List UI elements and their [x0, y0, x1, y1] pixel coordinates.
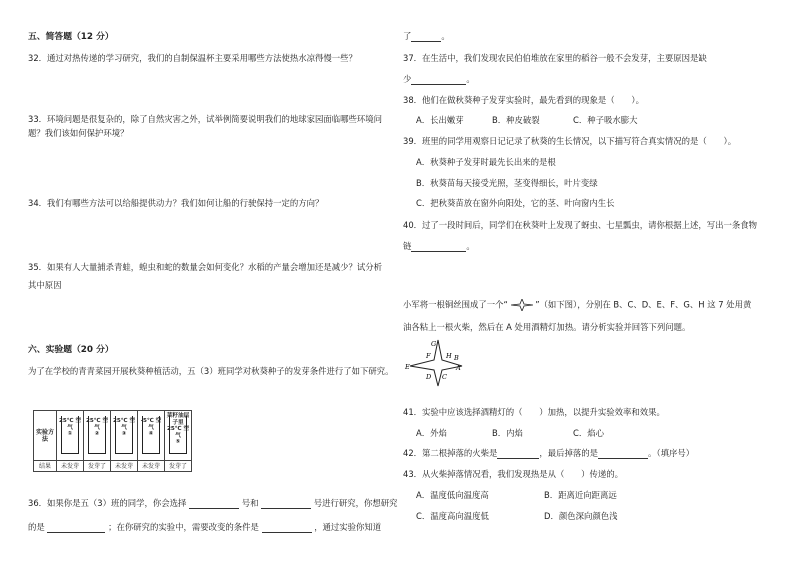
- q36-text-f: ，通过实验你知道: [314, 522, 382, 532]
- answer-blank[interactable]: [497, 449, 539, 459]
- question-37-line1: 37．在生活中，我们发现农民伯伯堆放在家里的稻谷一般不会发芽，主要原因是缺: [403, 53, 707, 63]
- cup-2: [84, 411, 111, 461]
- answer-blank[interactable]: [262, 523, 312, 533]
- star-label-b: B: [454, 354, 459, 362]
- question-36-line1: [28, 498, 398, 509]
- star-label-e: E: [405, 363, 410, 371]
- result-1: 未发芽: [57, 461, 84, 472]
- q36-text-c: 号进行研究，你想研究: [313, 498, 398, 508]
- q41-option-a[interactable]: A．外焰: [416, 428, 447, 438]
- q37-text: 少: [403, 74, 412, 84]
- answer-blank[interactable]: [189, 499, 239, 509]
- continuation-line: 了 。: [403, 31, 450, 41]
- cup-label: 25℃ 空气: [58, 418, 82, 431]
- q39-option-b[interactable]: B．秋葵苗每天接受光照，茎变得细长，叶片变绿: [416, 178, 598, 188]
- q42-text-a: 42．第二根掉落的火柴是: [403, 448, 498, 458]
- cup-number: ④: [148, 431, 154, 437]
- q40-text: 链: [403, 241, 412, 251]
- experiment-table: [33, 410, 192, 472]
- question-43: 43．从火柴掉落情况看，我们发现热是从（ ）传递的。: [403, 469, 624, 479]
- q41-option-b[interactable]: B．内焰: [492, 428, 523, 438]
- section-6-title: 六、实验题（20 分）: [28, 345, 114, 355]
- star-label-a: A: [456, 364, 461, 372]
- q43-option-c[interactable]: C．温度高向温度低: [416, 511, 489, 521]
- star-label-f: F: [426, 352, 431, 360]
- question-37-line2: 少 。: [403, 74, 475, 84]
- q42-text-b: ，最后掉落的是: [539, 448, 599, 458]
- cup-label: 25℃ 空气: [85, 418, 109, 431]
- cup-label: -5℃ 空气: [140, 418, 162, 431]
- q43-option-d[interactable]: D．颜色深向颜色浅: [544, 511, 618, 521]
- cup-1: [57, 411, 84, 461]
- question-34: 34．我们有哪些方法可以给船提供动力？我们如何让船的行驶保持一定的方向？: [28, 198, 324, 208]
- answer-blank[interactable]: [411, 32, 441, 42]
- star-label-d: D: [426, 373, 432, 381]
- q36-text-a: 36．如果你是五（3）班的同学，你会选择: [28, 498, 187, 508]
- answer-blank[interactable]: [411, 75, 466, 85]
- question-33-line2: 题？我们该如何保护环境？: [28, 128, 129, 138]
- q38-option-c[interactable]: C．种子吸水膨大: [573, 115, 638, 125]
- q36-text-e: ；在你研究的实验中，需要改变的条件是: [108, 522, 259, 532]
- cup-label: 25℃ 空气: [166, 426, 190, 439]
- star-label-c: C: [442, 373, 447, 381]
- answer-blank[interactable]: [598, 449, 648, 459]
- q43-option-a[interactable]: A．温度低向温度高: [416, 490, 489, 500]
- result-3: 未发芽: [111, 461, 138, 472]
- question-32: 32．通过对热传递的学习研究，我们的自制保温杯主要采用哪些方法使热水凉得慢一些？: [28, 53, 357, 63]
- star-icon: [511, 299, 533, 311]
- question-41: 41．实验中应该选择酒精灯的（ ）加热，以提升实验效率和效果。: [403, 407, 665, 417]
- experiment-2-line1: [403, 299, 751, 311]
- question-35-line1: 35．如果有人大量捕杀青蛙，蝗虫和蛇的数量会如何变化？水稻的产量会增加还是减少？试分析: [28, 262, 383, 272]
- q43-option-b[interactable]: B．距离近向距离远: [544, 490, 617, 500]
- cup-number: ①: [67, 431, 73, 437]
- q39-option-c[interactable]: C．把秋葵苗放在窗外向阳处，它的茎、叶向窗内生长: [416, 198, 615, 208]
- question-39: 39．班里的同学用观察日记记录了秋葵的生长情况，以下描写符合真实情况的是（ ）。: [403, 136, 737, 146]
- exp2-text-b: ”（如下图），分别在 B、C、D、E、F、G、H 这 7 处用黄: [535, 299, 752, 310]
- cup-note: 菜籽油层子里: [166, 413, 190, 426]
- result-5: 发芽了: [165, 461, 192, 472]
- result-4: 未发芽: [138, 461, 165, 472]
- cup-number: ③: [121, 431, 127, 437]
- question-33-line1: 33．环境问题是很复杂的，除了自然灾害之外，试举例简要说明我们的地球家园面临哪些环境问: [28, 114, 383, 124]
- experiment-intro: 为了在学校的青青菜园开展秋葵种植活动，五（3）班同学对秋葵种子的发芽条件进行了如下研究。: [28, 366, 394, 376]
- experiment-2-line2: 油各粘上一根火柴，然后在 A 处用酒精灯加热。请分析实验并回答下列问题。: [403, 322, 691, 332]
- q38-option-a[interactable]: A．长出嫩芽: [416, 115, 464, 125]
- question-42: [403, 448, 694, 459]
- result-2: 发芽了: [84, 461, 111, 472]
- question-40-line1: 40．过了一段时间后，同学们在秋葵叶上发现了蚜虫、七星瓢虫，请你根据上述，写出一条食物: [403, 220, 758, 230]
- cup-4: [138, 411, 165, 461]
- question-35-line2: 其中原因: [28, 280, 62, 290]
- section-5-title: 五、简答题（12 分）: [28, 32, 114, 42]
- question-40-line2: 链 。: [403, 241, 475, 251]
- q36-text-d: 的是: [28, 522, 45, 532]
- q42-text-c: 。（填序号）: [648, 448, 695, 458]
- exp2-text-a: 小军将一根铜丝围成了一个“: [403, 299, 508, 310]
- question-38: 38．他们在做秋葵种子发芽实验时，最先看到的现象是（ ）。: [403, 95, 644, 105]
- cup-number: ②: [94, 431, 100, 437]
- question-36-line2: [28, 522, 381, 533]
- cup-3: [111, 411, 138, 461]
- copper-wire-star-diagram: [404, 338, 464, 388]
- table-row-header: 实验方法: [34, 411, 57, 461]
- answer-blank[interactable]: [411, 242, 466, 252]
- answer-blank[interactable]: [47, 523, 105, 533]
- q36-text-b: 号和: [241, 498, 259, 508]
- q39-option-a[interactable]: A．秋葵种子发芽时最先长出来的是根: [416, 157, 556, 167]
- q41-option-c[interactable]: C．焰心: [573, 428, 604, 438]
- cup-number: ⑤: [175, 439, 181, 445]
- answer-blank[interactable]: [261, 499, 311, 509]
- result-header: 结果: [34, 461, 57, 472]
- cup-label: 25℃ 空气: [112, 418, 136, 431]
- cup-5: [165, 411, 192, 461]
- cont-text: 了: [403, 31, 412, 41]
- star-label-g: G: [431, 340, 437, 348]
- q38-option-b[interactable]: B．种皮破裂: [492, 115, 540, 125]
- star-label-h: H: [446, 352, 452, 360]
